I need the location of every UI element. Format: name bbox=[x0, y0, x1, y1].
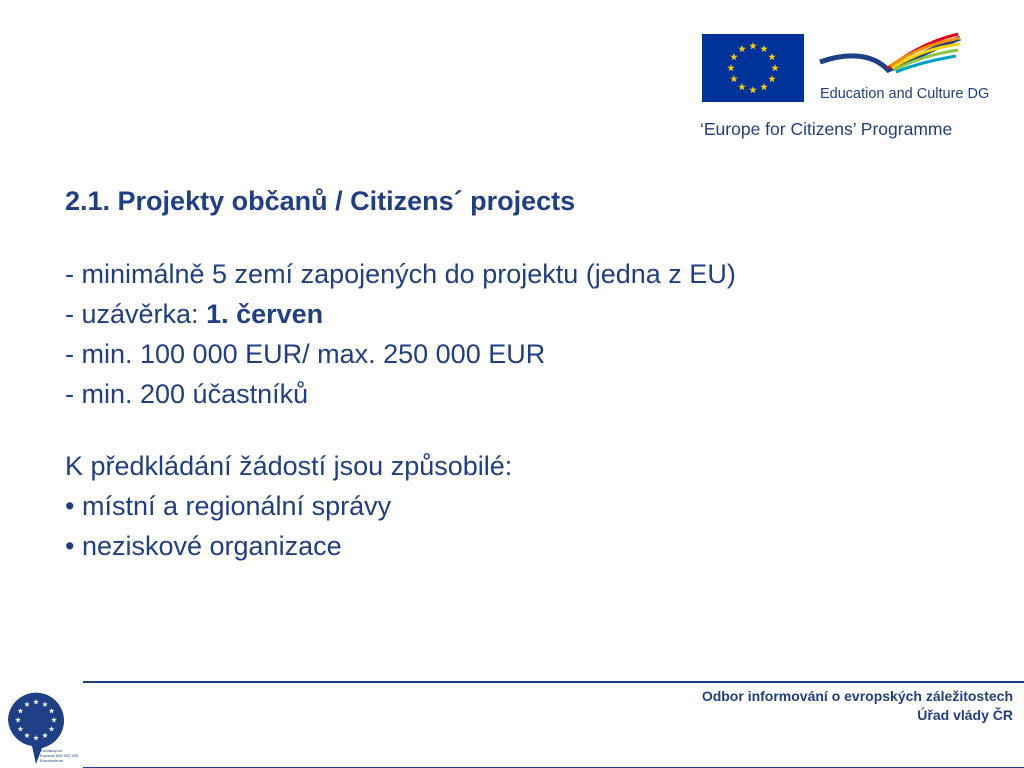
star-icon bbox=[730, 53, 738, 60]
eligible-item: • neziskové organizace bbox=[65, 531, 342, 561]
star-icon bbox=[730, 75, 738, 82]
star-icon bbox=[768, 75, 776, 82]
footer-department: Odbor informování o evropských záležitostech bbox=[701, 688, 1013, 704]
deadline-value: 1. červen bbox=[206, 299, 324, 329]
star-icon bbox=[749, 86, 757, 93]
criteria-text: - min. 100 000 EUR/ max. 250 000 EUR bbox=[65, 339, 546, 369]
main-content bbox=[65, 182, 965, 566]
logo-text-line: Euroinfo 800 200 200 bbox=[40, 753, 79, 758]
eu-flag-icon bbox=[702, 34, 804, 102]
star-icon bbox=[768, 53, 776, 60]
dg-swoosh-icon bbox=[818, 32, 962, 84]
star-icon bbox=[771, 64, 779, 71]
criteria-text: - minimálně 5 zemí zapojených do projektu (jedna z EU) bbox=[65, 259, 736, 289]
dg-label: Education and Culture DG bbox=[820, 86, 990, 102]
star-icon bbox=[760, 45, 768, 52]
footer-text bbox=[702, 687, 1013, 725]
star-icon bbox=[738, 45, 746, 52]
logo-text-line: Eurocentrum bbox=[40, 758, 63, 763]
criteria-item bbox=[65, 254, 965, 294]
eligible-title: K předkládání žádostí jsou způsobilé: bbox=[65, 451, 513, 481]
criteria-text: - uzávěrka: bbox=[65, 299, 207, 329]
star-icon bbox=[727, 64, 735, 71]
criteria-item bbox=[65, 294, 965, 334]
europe-logo-text bbox=[40, 748, 84, 763]
header-logos bbox=[700, 30, 1000, 145]
logo-text-line: Euroskop.cz bbox=[40, 748, 63, 753]
footer-office: Úřad vlády ČR bbox=[917, 707, 1013, 723]
star-icon bbox=[749, 42, 757, 49]
eligible-item: • místní a regionální správy bbox=[65, 491, 392, 521]
criteria-text: - min. 200 účastníků bbox=[65, 379, 309, 409]
star-icon bbox=[738, 83, 746, 90]
criteria-item bbox=[65, 334, 965, 374]
star-icon bbox=[760, 83, 768, 90]
criteria-item bbox=[65, 374, 965, 414]
programme-label: ‘Europe for Citizens’ Programme bbox=[700, 119, 953, 139]
footer-divider bbox=[83, 681, 1024, 683]
page-title: 2.1. Projekty občanů / Citizens´ projects bbox=[65, 186, 576, 216]
